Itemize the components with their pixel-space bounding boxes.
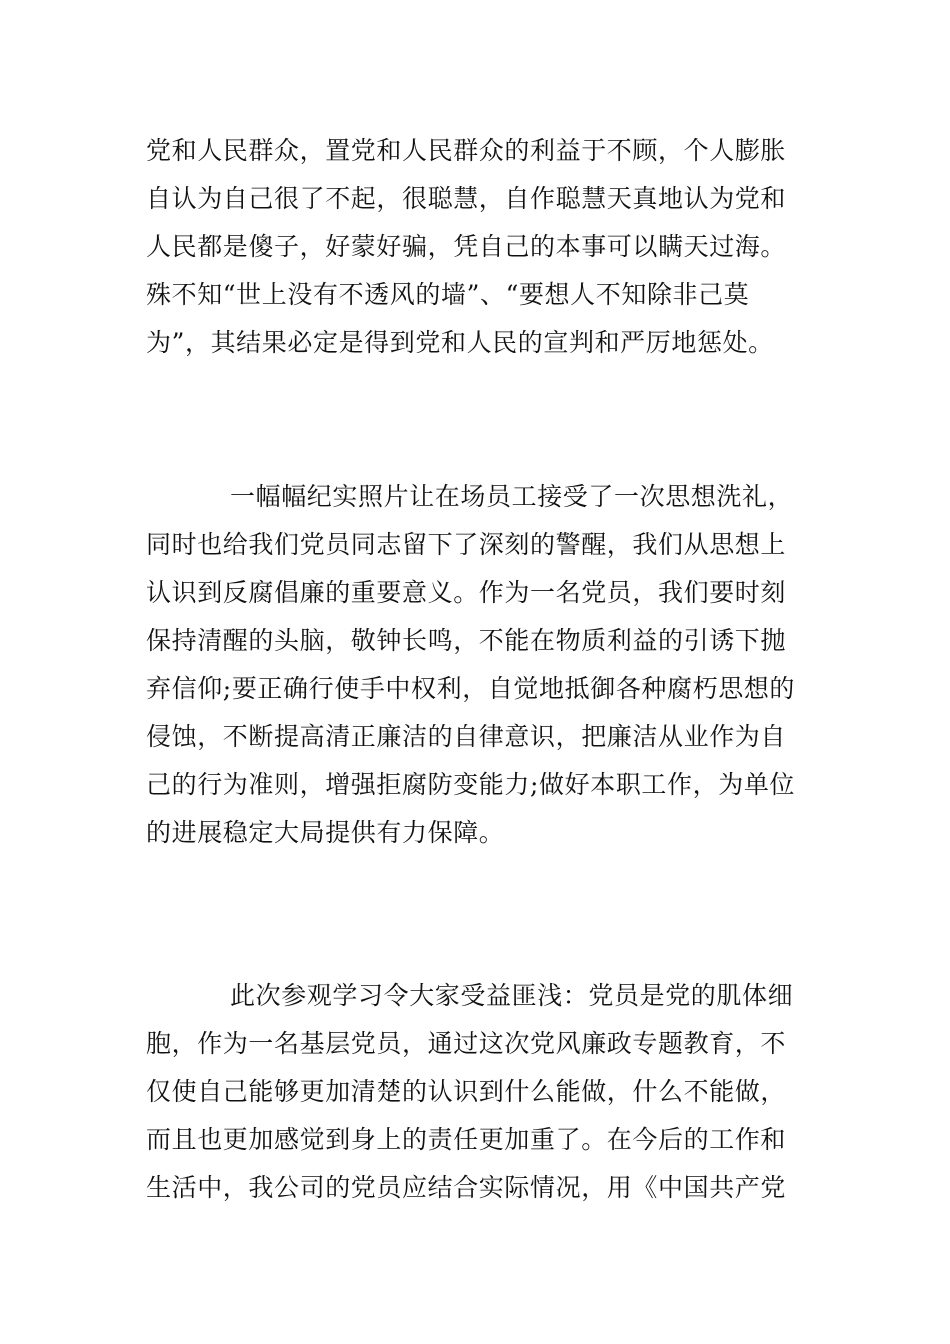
- text-line: 己的行为准则，增强拒腐防变能力;做好本职工作，为单位: [146, 770, 796, 799]
- text-line: 一幅幅纪实照片让在场员工接受了一次思想洗礼，: [230, 482, 794, 511]
- paragraph-3: [146, 972, 826, 1212]
- paragraph-2: [146, 473, 826, 857]
- text-line: 殊不知“世上没有不透风的墙”、“要想人不知除非己莫: [146, 280, 750, 309]
- text-line: 仅使自己能够更加清楚的认识到什么能做，什么不能做，: [146, 1077, 787, 1106]
- paragraph-1: [146, 127, 826, 367]
- text-line: 党和人民群众，置党和人民群众的利益于不顾，个人膨胀: [146, 136, 787, 165]
- text-line: 弃信仰;要正确行使手中权利，自觉地抵御各种腐朽思想的: [146, 674, 796, 703]
- text-line: 胞，作为一名基层党员，通过这次党风廉政专题教育，不: [146, 1029, 787, 1058]
- text-line: 的进展稳定大局提供有力保障。: [146, 818, 505, 847]
- text-line: 侵蚀，不断提高清正廉洁的自律意识，把廉洁从业作为自: [146, 722, 787, 751]
- text-line: 认识到反腐倡廉的重要意义。作为一名党员，我们要时刻: [146, 578, 787, 607]
- text-line: 人民都是傻子，好蒙好骗，凭自己的本事可以瞒天过海。: [146, 232, 787, 261]
- text-line: 而且也更加感觉到身上的责任更加重了。在今后的工作和: [146, 1125, 787, 1154]
- text-line: 保持清醒的头脑，敬钟长鸣，不能在物质利益的引诱下抛: [146, 626, 787, 655]
- text-line: 自认为自己很了不起，很聪慧，自作聪慧天真地认为党和: [146, 184, 787, 213]
- text-line: 此次参观学习令大家受益匪浅：党员是党的肌体细: [230, 981, 794, 1010]
- text-line: 生活中，我公司的党员应结合实际情况，用《中国共产党: [146, 1173, 787, 1202]
- text-line: 同时也给我们党员同志留下了深刻的警醒，我们从思想上: [146, 530, 787, 559]
- text-line: 为”，其结果必定是得到党和人民的宣判和严厉地惩处。: [146, 328, 774, 357]
